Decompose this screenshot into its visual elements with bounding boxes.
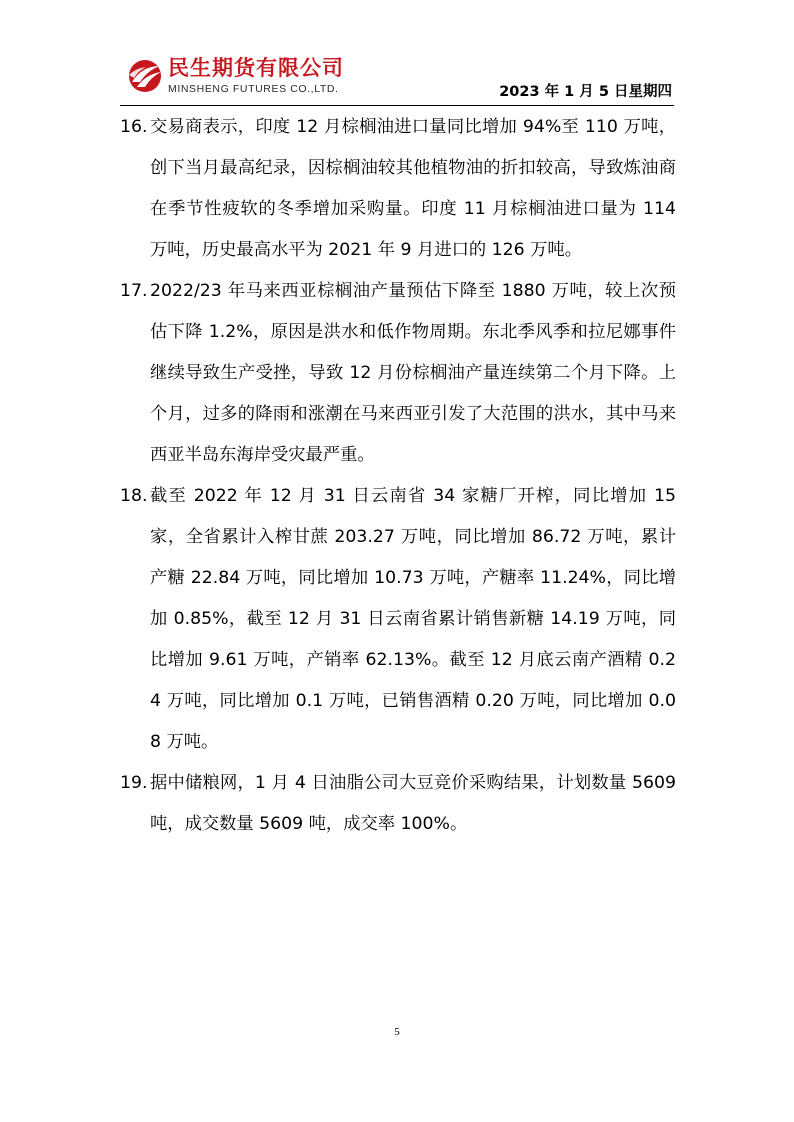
item-number: 17. — [120, 281, 148, 301]
item-text: 2022/23 年马来西亚棕榈油产量预估下降至 1880 万吨，较上次预估下降 1.2%，原因是洪水和低作物周期。东北季风季和拉尼娜事件继续导致生产受挫，导致 12 月份棕榈油产量连续第二个月下降。上个月，过多的降雨和涨潮在马来西亚引发了大范围的洪水，其中马来西亚半岛东海岸受灾最严重。 — [150, 281, 676, 465]
item-number: 19. — [120, 773, 148, 793]
item-text: 截至 2022 年 12 月 31 日云南省 34 家糖厂开榨，同比增加 15 家，全省累计入榨甘蔗 203.27 万吨，同比增加 86.72 万吨，累计产糖 22.84 万吨，同比增加 10.73 万吨，产糖率 11.24%，同比增加 0.85%，截至 12 月 31 日云南省累计销售新糖 14.19 万吨，同比增加 9.61 万吨，产销率 62.13%。截至 12 月底云南产酒精 0.24 万吨，同比增加 0.1 万吨，已销售酒精 0.20 万吨，同比增加 0.08 万吨。 — [150, 486, 676, 752]
item-number: 16. — [120, 117, 148, 137]
item-number: 18. — [120, 486, 148, 506]
header-divider — [120, 105, 674, 106]
news-item-18 — [120, 476, 676, 763]
report-date: 2023 年 1 月 5 日星期四 — [499, 84, 672, 100]
item-text: 据中储粮网，1 月 4 日油脂公司大豆竞价采购结果，计划数量 5609 吨，成交数量 5609 吨，成交率 100%。 — [150, 773, 676, 834]
minsheng-logo-icon — [126, 58, 164, 94]
item-text: 交易商表示，印度 12 月棕榈油进口量同比增加 94%至 110 万吨，创下当月最高纪录，因棕榈油较其他植物油的折扣较高，导致炼油商在季节性疲软的冬季增加采购量。印度 11 月棕榈油进口量为 114 万吨，历史最高水平为 2021 年 9 月进口的 126 万吨。 — [150, 117, 676, 260]
news-item-16 — [120, 107, 676, 271]
company-name-cn: 民生期货有限公司 — [168, 56, 344, 80]
company-logo — [126, 56, 358, 100]
company-name-en: MINSHENG FUTURES CO.,LTD. — [168, 83, 339, 95]
page-number: 5 — [394, 1026, 400, 1038]
news-item-17 — [120, 271, 676, 476]
news-list — [120, 107, 676, 845]
news-item-19 — [120, 763, 676, 845]
page-header — [0, 0, 794, 110]
